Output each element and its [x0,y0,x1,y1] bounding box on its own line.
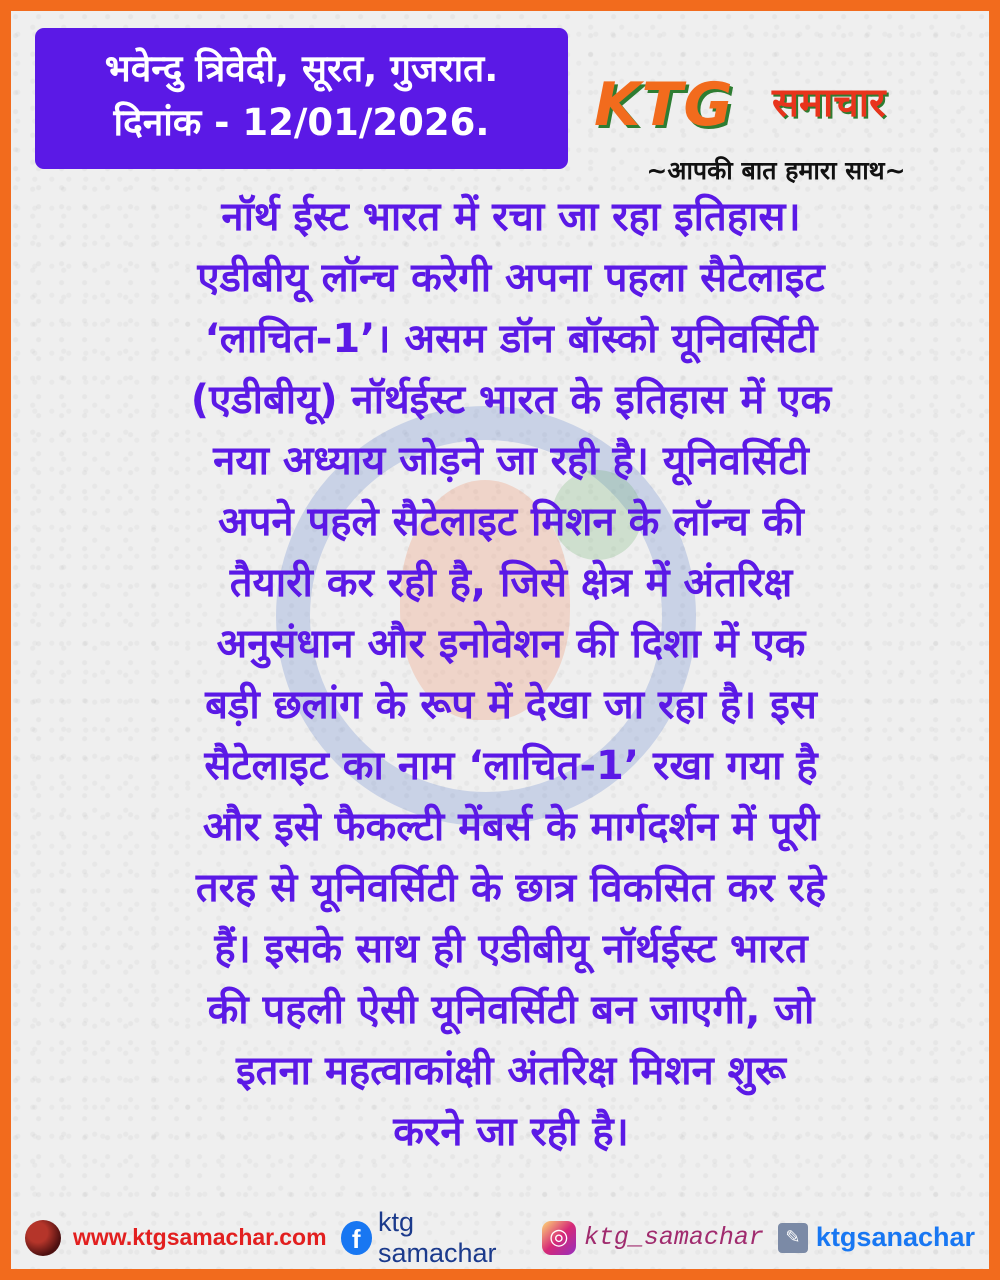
koo-icon: ✎ [778,1223,808,1253]
article-line: ‘लाचित-1’। असम डॉन बॉस्को यूनिवर्सिटी [204,316,818,362]
koo-text: ktgsanachar [815,1222,975,1252]
article-line: नया अध्याय जोड़ने जा रही है। यूनिवर्सिटी [213,438,809,484]
facebook-text: ktg samachar [377,1206,497,1268]
instagram-icon: ◎ [542,1221,576,1255]
logo-samachar-text: समाचार [772,80,886,126]
website-link[interactable] [11,1220,327,1256]
article-line: तैयारी कर रही है, जिसे क्षेत्र में अंतरिक्ष [229,560,793,606]
article-line: एडीबीयू लॉन्च करेगी अपना पहला सैटेलाइट [197,255,825,301]
instagram-text: ktg_samachar [583,1223,764,1252]
article-line: हैं। इसके साथ ही एडीबीयू नॉर्थईस्ट भारत [214,926,808,972]
article-line: तरह से यूनिवर्सिटी के छात्र विकसित कर रहे [195,865,827,911]
article-line: सैटेलाइट का नाम ‘लाचित-1’ रखा गया है [204,743,818,789]
byline-box [35,28,568,169]
article-line: की पहली ऐसी यूनिवर्सिटी बन जाएगी, जो [207,987,815,1033]
facebook-link[interactable] [341,1207,528,1269]
article-line: अपने पहले सैटेलाइट मिशन के लॉन्च की [218,499,804,545]
article-line: इतना महत्वाकांक्षी अंतरिक्ष मिशन शुरू [236,1048,786,1094]
instagram-link[interactable] [542,1221,764,1255]
byline-author: भवेन्दु त्रिवेदी, सूरत, गुजरात. [104,47,499,90]
tagline: ~आपकी बात हमारा साथ~ [646,156,906,185]
article-line: करने जा रही है। [393,1109,629,1155]
logo-ktg-text: KTG [594,70,734,140]
article-line: नॉर्थ ईस्ट भारत में रचा जा रहा इतिहास। [221,194,801,240]
website-text: www.ktgsamachar.com [73,1224,327,1250]
ktg-logo [594,69,966,141]
article-line: और इसे फैकल्टी मेंबर्स के मार्गदर्शन में पूरी [202,804,820,850]
social-footer [11,1206,989,1269]
article-line: (एडीबीयू) नॉर्थईस्ट भारत के इतिहास में एक [190,377,832,423]
globe-icon [25,1220,61,1256]
byline-date: दिनांक - 12/01/2026. [113,101,490,144]
koo-link[interactable] [778,1222,975,1253]
article-body [41,187,981,1163]
article-line: अनुसंधान और इनोवेशन की दिशा में एक [216,621,806,667]
article-line: बड़ी छलांग के रूप में देखा जा रहा है। इस [205,682,817,728]
facebook-icon: f [341,1221,372,1255]
